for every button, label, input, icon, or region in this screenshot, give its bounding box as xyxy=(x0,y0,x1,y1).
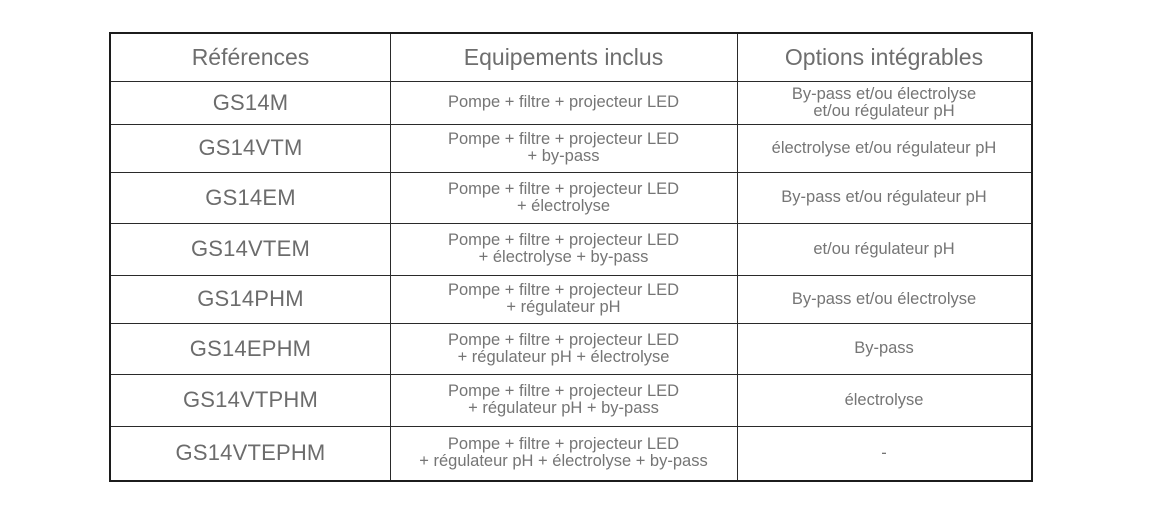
equipment-cell-line: + électrolyse + by-pass xyxy=(478,248,649,266)
options-cell xyxy=(737,223,1031,275)
options-cell-line: By-pass et/ou régulateur pH xyxy=(781,188,987,206)
options-cell xyxy=(737,275,1031,323)
reference-cell: GS14EM xyxy=(205,184,296,210)
equipment-cell xyxy=(390,275,737,323)
options-cell xyxy=(737,81,1031,124)
equipment-cell-line: + régulateur pH + électrolyse + by-pass xyxy=(419,452,708,470)
equipment-cell-line: + régulateur pH + électrolyse xyxy=(457,347,670,366)
options-cell-line: électrolyse xyxy=(844,390,924,409)
reference-cell: GS14M xyxy=(212,89,289,115)
options-cell xyxy=(737,124,1031,172)
equipment-cell-line: Pompe + filtre + projecteur LED xyxy=(447,231,680,249)
equipment-cell-line: Pompe + filtre + projecteur LED xyxy=(447,130,680,148)
equipment-cell xyxy=(390,223,737,275)
reference-cell: GS14PHM xyxy=(197,286,304,311)
equipment-cell-line: Pompe + filtre + projecteur LED xyxy=(447,93,680,111)
reference-cell: GS14VTEPHM xyxy=(175,440,326,465)
options-cell-line: By-pass xyxy=(854,339,914,357)
equipment-cell xyxy=(390,426,737,480)
options-cell-line: By-pass et/ou électrolyse xyxy=(791,84,977,103)
equipment-cell-line: + régulateur pH xyxy=(506,298,621,316)
equipment-cell-line: + by-pass xyxy=(527,147,600,165)
equipment-cell-line: + électrolyse xyxy=(516,196,611,215)
options-cell xyxy=(737,426,1031,480)
reference-cell: GS14VTEM xyxy=(191,236,310,261)
options-cell-line: et/ou régulateur pH xyxy=(813,239,955,258)
equipment-cell-line: Pompe + filtre + projecteur LED xyxy=(447,330,680,349)
options-cell xyxy=(737,323,1031,374)
reference-cell: GS14VTPHM xyxy=(182,387,319,412)
product-table xyxy=(109,32,1033,482)
options-cell-line: électrolyse et/ou régulateur pH xyxy=(771,138,997,157)
equipment-cell xyxy=(390,81,737,124)
equipment-cell-line: + régulateur pH + by-pass xyxy=(468,399,659,417)
equipment-cell-line: Pompe + filtre + projecteur LED xyxy=(447,179,680,198)
options-cell-line: By-pass et/ou électrolyse xyxy=(791,289,977,308)
options-cell xyxy=(737,172,1031,223)
equipment-cell xyxy=(390,124,737,172)
equipment-cell xyxy=(390,172,737,223)
equipment-cell-line: Pompe + filtre + projecteur LED xyxy=(447,435,680,453)
options-cell xyxy=(737,374,1031,426)
equipment-cell xyxy=(390,374,737,426)
equipment-cell-line: Pompe + filtre + projecteur LED xyxy=(447,382,680,400)
header-equipment: Equipements inclus xyxy=(463,44,664,70)
equipment-cell-line: Pompe + filtre + projecteur LED xyxy=(447,281,680,299)
equipment-cell xyxy=(390,323,737,374)
options-cell-line: - xyxy=(881,443,887,462)
reference-cell: GS14EPHM xyxy=(189,335,312,361)
reference-cell: GS14VTM xyxy=(198,135,303,160)
header-reference: Références xyxy=(191,44,310,70)
header-options: Options intégrables xyxy=(784,44,984,70)
options-cell-line: et/ou régulateur pH xyxy=(813,101,955,120)
